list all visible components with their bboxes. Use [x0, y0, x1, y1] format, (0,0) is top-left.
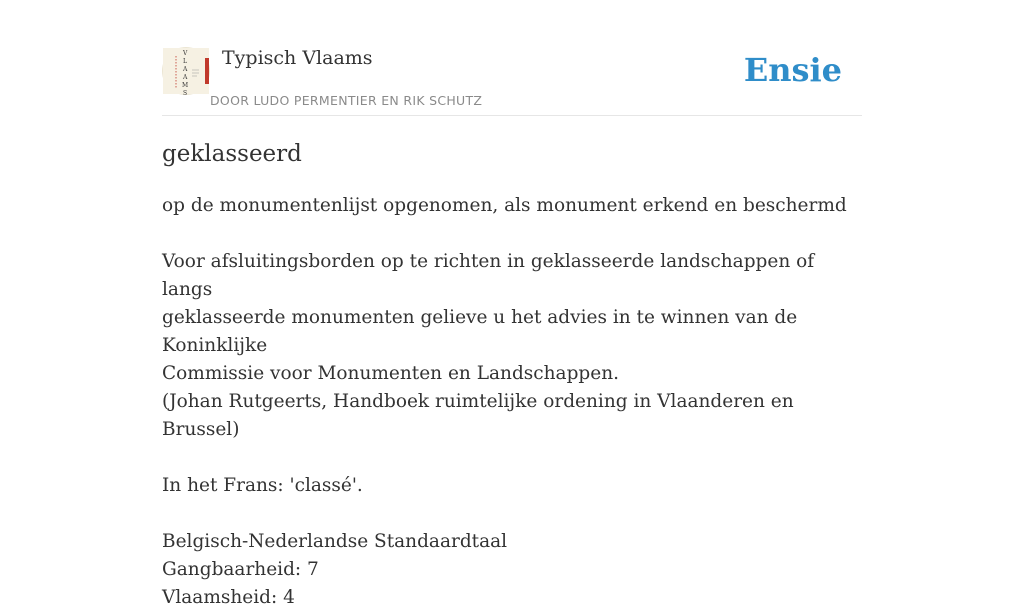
currency-rating: Gangbaarheid: 7 — [162, 559, 319, 580]
svg-text:L: L — [183, 58, 187, 65]
example-line: Commissie voor Monumenten en Landschappen. — [162, 363, 620, 384]
example-quote — [162, 248, 862, 444]
french-note: In het Frans: 'classé'. — [162, 475, 363, 496]
svg-text:A: A — [183, 66, 188, 73]
logo-emblem-icon — [163, 48, 209, 97]
entry-definition: op de monumentenlijst opgenomen, als monument erkend en beschermd — [162, 195, 847, 216]
spacer — [162, 444, 862, 472]
ensie-brand-link[interactable]: Ensie — [743, 51, 842, 89]
entry-meta — [162, 528, 862, 612]
example-line: Voor afsluitingsborden op te richten in geklasseerde landschappen of langs — [162, 251, 815, 300]
svg-text:M: M — [182, 82, 189, 89]
svg-text:V: V — [183, 50, 188, 57]
svg-text:A: A — [183, 74, 188, 81]
site-header — [162, 0, 862, 116]
site-title[interactable]: Typisch Vlaams — [222, 47, 373, 69]
example-line: geklasseerde monumenten gelieve u het advies in te winnen van de Koninklijke — [162, 307, 798, 356]
byline: DOOR LUDO PERMENTIER EN RIK SCHUTZ — [210, 93, 483, 108]
flemishness-rating: Vlaamsheid: 4 — [162, 587, 295, 608]
svg-text:S: S — [183, 90, 188, 97]
entry-content — [162, 138, 862, 612]
spacer — [162, 500, 862, 528]
spacer — [162, 220, 862, 248]
entry-word: geklasseerd — [162, 141, 302, 167]
site-logo[interactable] — [162, 47, 210, 95]
example-source: (Johan Rutgeerts, Handboek ruimtelijke ordening in Vlaanderen en Brussel) — [162, 391, 794, 440]
language-variant: Belgisch-Nederlandse Standaardtaal — [162, 531, 508, 552]
